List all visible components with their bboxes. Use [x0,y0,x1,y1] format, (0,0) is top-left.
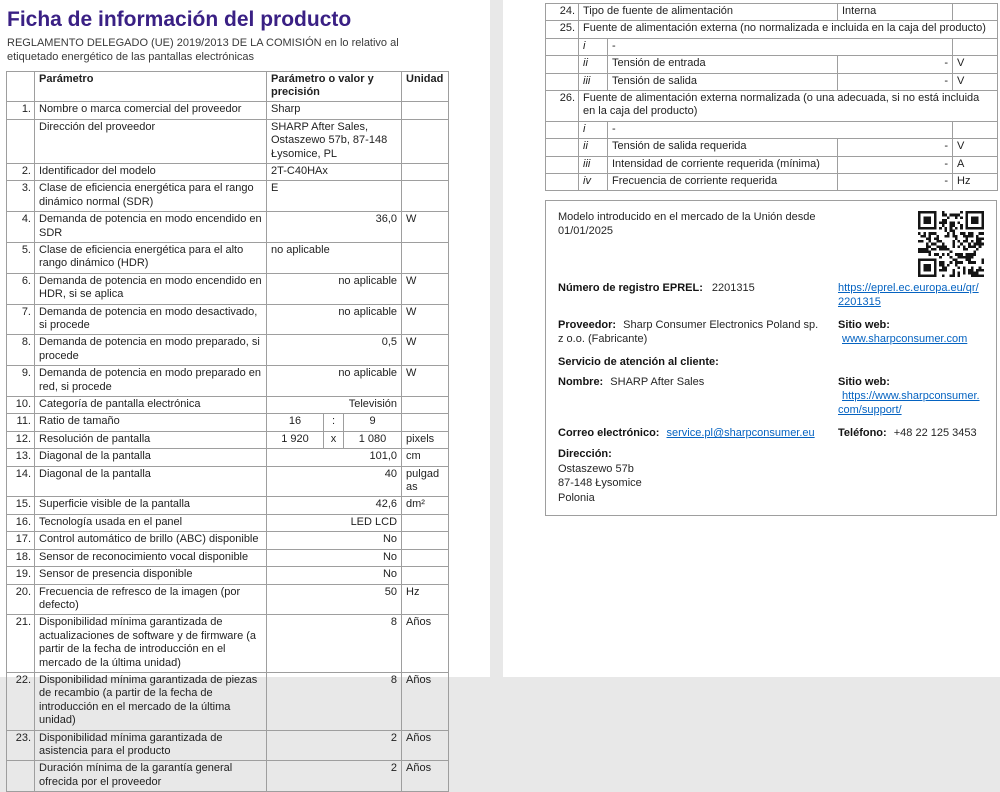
table-row [7,672,449,730]
cell-roman-numeral: ii [579,56,608,73]
table-row [7,549,449,566]
cell-value: 8 [267,672,402,730]
cell-row-number: 15. [7,497,35,514]
cell-row-number: 13. [7,449,35,466]
cell-unit: W [402,273,449,304]
table-row [7,567,449,584]
cell-value-b: 1 080 [344,431,402,448]
cell-row-number: 17. [7,532,35,549]
cell-parameter: - [608,121,953,138]
cell-value: No [267,532,402,549]
eprel-info-box [545,200,997,516]
table-row [7,181,449,212]
cell-value: no aplicable [267,242,402,273]
cell-roman-numeral: i [579,121,608,138]
website-label-1: Sitio web: [838,319,890,331]
address-line: Ostaszewo 57b [558,462,826,476]
cell-unit: Años [402,615,449,673]
address-line: Polonia [558,491,826,505]
cell-row-number: 14. [7,466,35,497]
product-table-body [7,102,449,792]
cell-value: SHARP After Sales, Ostaszewo 57b, 87-148 Łysomice, PL [267,119,402,163]
cell-unit: V [953,73,998,90]
cell-unit [402,567,449,584]
cell-row-number: 25. [546,21,579,38]
cell-unit [953,4,998,21]
table-row [7,304,449,335]
cell-value: no aplicable [267,304,402,335]
cell-row-number: 2. [7,163,35,180]
provider-value: Sharp Consumer Electronics Poland sp. z o.o. (Fabricante) [558,319,818,345]
table-row [7,615,449,673]
phone-value: +48 22 125 3453 [894,427,977,439]
table-header-row [7,71,449,102]
cell-parameter: Categoría de pantalla electrónica [35,397,267,414]
page-2 [503,0,1000,677]
cell-value: E [267,181,402,212]
service-name-label: Nombre: [558,376,603,388]
cell-value: 36,0 [267,212,402,243]
support-website-link[interactable]: https://www.sharpconsumer.com/support/ [838,390,980,416]
cell-value: - [838,174,953,191]
cell-unit [402,119,449,163]
cell-row-number [546,73,579,90]
cell-parameter: Diagonal de la pantalla [35,466,267,497]
cell-value-a: 16 [267,414,324,431]
cell-parameter: Disponibilidad mínima garantizada de asistencia para el producto [35,730,267,761]
power-supply-table [545,3,998,191]
cell-unit: Hz [953,174,998,191]
address-lines [558,462,826,505]
cell-parameter: Ratio de tamaño [35,414,267,431]
cell-value-b: 9 [344,414,402,431]
cell-value: No [267,549,402,566]
cell-parameter: Demanda de potencia en modo encendido en HDR, si se aplica [35,273,267,304]
cell-value: LED LCD [267,514,402,531]
cell-row-number: 3. [7,181,35,212]
cell-row-number: 8. [7,335,35,366]
cell-parameter: Tecnología usada en el panel [35,514,267,531]
cell-parameter: Sensor de presencia disponible [35,567,267,584]
cell-parameter: Intensidad de corriente requerida (mínima) [608,156,838,173]
cell-unit [402,242,449,273]
address-label: Dirección: [558,448,826,462]
cell-unit [402,397,449,414]
cell-value: Interna [838,4,953,21]
cell-row-number [546,156,579,173]
table-row [546,156,998,173]
cell-parameter: Tipo de fuente de alimentación [579,4,838,21]
cell-row-number: 18. [7,549,35,566]
table-row [546,91,998,122]
cell-value: - [838,139,953,156]
power-table-body [546,4,998,191]
cell-parameter: Control automático de brillo (ABC) disponible [35,532,267,549]
table-row [7,273,449,304]
cell-row-number: 5. [7,242,35,273]
cell-unit: W [402,366,449,397]
cell-unit [402,514,449,531]
eprel-label: Número de registro EPREL: [558,282,703,294]
cell-value: 8 [267,615,402,673]
cell-unit [402,102,449,119]
page-gap [490,0,503,677]
customer-service-heading: Servicio de atención al cliente: [558,356,826,370]
cell-roman-numeral: ii [579,139,608,156]
market-intro-text: Modelo introducido en el mercado de la Unión desde 01/01/2025 [558,211,826,239]
table-row [7,414,449,431]
table-row [7,119,449,163]
cell-value: 101,0 [267,449,402,466]
product-parameters-table [6,71,449,792]
cell-parameter: Tensión de salida requerida [608,139,838,156]
table-row [546,4,998,21]
cell-value: - [838,156,953,173]
cell-roman-numeral: i [579,38,608,55]
table-row [7,242,449,273]
table-row [7,497,449,514]
cell-value: 40 [267,466,402,497]
cell-row-number: 19. [7,567,35,584]
table-row [546,21,998,38]
provider-label: Proveedor: [558,319,616,331]
table-row [7,449,449,466]
cell-row-number [546,56,579,73]
cell-value: 2 [267,730,402,761]
cell-unit [402,532,449,549]
table-row [7,466,449,497]
cell-parameter: Frecuencia de corriente requerida [608,174,838,191]
header-parameter: Parámetro [35,71,267,102]
cell-value: no aplicable [267,273,402,304]
cell-roman-numeral: iii [579,156,608,173]
cell-parameter: Diagonal de la pantalla [35,449,267,466]
cell-unit: pixels [402,431,449,448]
table-row [7,431,449,448]
cell-unit: V [953,139,998,156]
cell-unit: cm [402,449,449,466]
cell-row-number: 9. [7,366,35,397]
cell-row-number [546,38,579,55]
cell-unit: Años [402,672,449,730]
cell-parameter: Sensor de reconocimiento vocal disponible [35,549,267,566]
cell-unit: W [402,304,449,335]
cell-row-number: 23. [7,730,35,761]
cell-parameter: Superficie visible de la pantalla [35,497,267,514]
cell-row-number [7,119,35,163]
cell-value-a: 1 920 [267,431,324,448]
cell-parameter: Demanda de potencia en modo preparado en red, si procede [35,366,267,397]
cell-row-number: 4. [7,212,35,243]
cell-unit [953,121,998,138]
cell-parameter: Identificador del modelo [35,163,267,180]
table-row [7,335,449,366]
table-row [7,532,449,549]
page-1 [0,0,490,677]
cell-parameter: Clase de eficiencia energética para el alto rango dinámico (HDR) [35,242,267,273]
cell-roman-numeral: iv [579,174,608,191]
cell-row-number [546,121,579,138]
cell-value: 50 [267,584,402,615]
cell-parameter: Disponibilidad mínima garantizada de piezas de recambio (a partir de la fecha de introducción en el mercado de la última unidad) [35,672,267,730]
cell-unit: V [953,56,998,73]
cell-unit [402,414,449,431]
cell-parameter: Dirección del proveedor [35,119,267,163]
phone-label: Teléfono: [838,427,887,439]
cell-parameter: Resolución de pantalla [35,431,267,448]
cell-unit: W [402,212,449,243]
table-row [546,56,998,73]
cell-row-number: 16. [7,514,35,531]
cell-unit [402,181,449,212]
cell-row-number [546,139,579,156]
qr-code [918,211,984,282]
cell-row-number: 7. [7,304,35,335]
table-row [7,212,449,243]
cell-unit [402,163,449,180]
cell-parameter: Clase de eficiencia energética para el rango dinámico normal (SDR) [35,181,267,212]
eprel-link[interactable]: https://eprel.ec.europa.eu/qr/2201315 [838,282,979,308]
cell-row-number: 10. [7,397,35,414]
cell-section-text: Fuente de alimentación externa (no normalizada e incluida en la caja del producto) [579,21,998,38]
header-value: Parámetro o valor y precisión [267,71,402,102]
cell-unit: pulgadas [402,466,449,497]
email-link[interactable]: service.pl@sharpconsumer.eu [667,427,815,439]
table-row [546,121,998,138]
cell-value: 2T-C40HAx [267,163,402,180]
cell-value: 0,5 [267,335,402,366]
table-row [546,73,998,90]
table-row [7,397,449,414]
cell-unit [402,549,449,566]
service-name-value: SHARP After Sales [610,376,704,388]
cell-section-text: Fuente de alimentación externa normalizada (o una adecuada, si no está incluida en la caja del producto) [579,91,998,122]
cell-parameter: Tensión de entrada [608,56,838,73]
cell-unit: Hz [402,584,449,615]
provider-website-link[interactable]: www.sharpconsumer.com [842,333,967,345]
cell-value: 2 [267,761,402,792]
table-row [546,174,998,191]
cell-parameter: Duración mínima de la garantía general ofrecida por el proveedor [35,761,267,792]
cell-row-number: 22. [7,672,35,730]
cell-value: 42,6 [267,497,402,514]
cell-parameter: Nombre o marca comercial del proveedor [35,102,267,119]
header-unit: Unidad [402,71,449,102]
cell-unit: dm² [402,497,449,514]
cell-row-number: 21. [7,615,35,673]
cell-value: - [838,56,953,73]
cell-row-number [546,174,579,191]
cell-unit: Años [402,730,449,761]
cell-parameter: Demanda de potencia en modo desactivado, si procede [35,304,267,335]
table-row [7,730,449,761]
cell-parameter: Tensión de salida [608,73,838,90]
cell-value: Sharp [267,102,402,119]
table-row [546,38,998,55]
cell-row-number: 24. [546,4,579,21]
cell-parameter: Disponibilidad mínima garantizada de actualizaciones de software y de firmware (a partir de la fecha de introducción en el mercado de la última unidad) [35,615,267,673]
cell-unit: Años [402,761,449,792]
cell-value-separator: x [324,431,344,448]
cell-unit [953,38,998,55]
cell-row-number: 6. [7,273,35,304]
cell-row-number: 12. [7,431,35,448]
table-row [546,139,998,156]
header-number [7,71,35,102]
address-line: 87-148 Łysomice [558,476,826,490]
cell-row-number: 26. [546,91,579,122]
website-label-2: Sitio web: [838,376,890,388]
table-row [7,761,449,792]
page-title: Ficha de información del producto [7,8,490,32]
table-row [7,514,449,531]
cell-parameter: Demanda de potencia en modo encendido en SDR [35,212,267,243]
cell-parameter: Demanda de potencia en modo preparado, si procede [35,335,267,366]
table-row [7,163,449,180]
cell-row-number [7,761,35,792]
email-label: Correo electrónico: [558,427,659,439]
cell-unit: W [402,335,449,366]
cell-value: Televisión [267,397,402,414]
cell-roman-numeral: iii [579,73,608,90]
cell-value: No [267,567,402,584]
cell-row-number: 1. [7,102,35,119]
table-row [7,584,449,615]
table-row [7,366,449,397]
eprel-number: 2201315 [712,282,755,294]
cell-row-number: 20. [7,584,35,615]
cell-value: - [838,73,953,90]
cell-unit: A [953,156,998,173]
cell-parameter: - [608,38,953,55]
table-row [7,102,449,119]
cell-value: no aplicable [267,366,402,397]
cell-row-number: 11. [7,414,35,431]
cell-value-separator: : [324,414,344,431]
cell-parameter: Frecuencia de refresco de la imagen (por defecto) [35,584,267,615]
regulation-subtitle: REGLAMENTO DELEGADO (UE) 2019/2013 DE LA COMISIÓN en lo relativo al etiquetado energético de las pantallas electrónicas [7,37,445,65]
